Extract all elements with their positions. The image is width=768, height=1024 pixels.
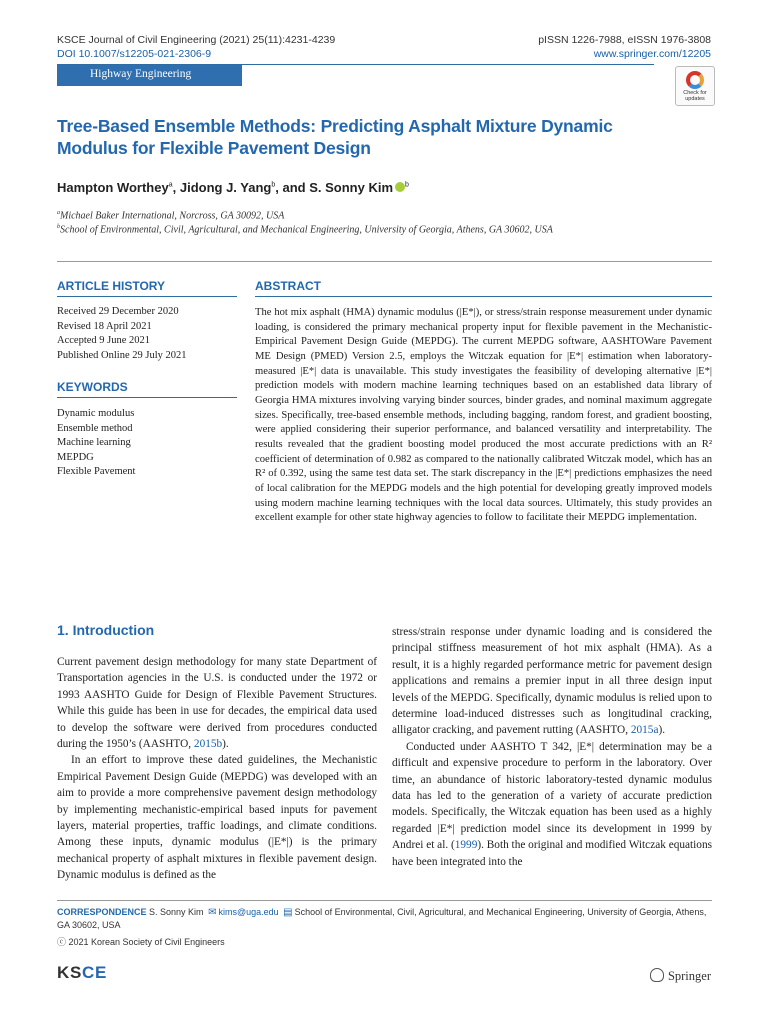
journal-citation: KSCE Journal of Civil Engineering (2021) 25(11):4231-4239 (57, 34, 336, 46)
journal-url-link[interactable]: www.springer.com/12205 (593, 48, 711, 60)
keywords-heading: KEYWORDS (57, 380, 128, 394)
keyword: Flexible Pavement (57, 466, 136, 477)
author-separator: , (172, 180, 180, 195)
article-history-heading: ARTICLE HISTORY (57, 279, 166, 293)
doi-link[interactable]: DOI 10.1007/s12205-021-2306-9 (57, 48, 212, 60)
author-affil-mark: a (168, 181, 173, 189)
paragraph-text: ). (222, 738, 229, 751)
section-bar (57, 64, 654, 86)
citation-link[interactable]: 1999 (454, 839, 478, 852)
address-icon: ▤ (283, 907, 293, 918)
email-icon: ✉ (208, 907, 217, 918)
author-name[interactable]: Jidong J. Yang (179, 180, 272, 195)
paragraph (392, 624, 712, 739)
author-affil-mark: b (271, 181, 276, 189)
correspondence (57, 906, 712, 931)
running-header-left (57, 33, 335, 61)
accepted-date: Accepted 9 June 2021 (57, 335, 151, 346)
paragraph (392, 739, 712, 870)
author-name[interactable]: Hampton Worthey (57, 180, 169, 195)
paragraph-text: Current pavement design methodology for many state Department of Transportation agencies in the U.S. is conducted under the 1972 or 1993 AASHTO Guide for Design of Flexible Pavement Structures. While this guide has been in use for decades, the empirical data used to develop the software were derived from procedures conducted during the 1950’s (AASHTO, (57, 656, 377, 751)
affiliation-text: School of Environmental, Civil, Agricultural, and Mechanical Engineering, University of Georgia, Athens, GA 30602, USA (60, 224, 553, 236)
keywords-list (57, 407, 135, 480)
divider (57, 397, 237, 398)
article-title: Tree-Based Ensemble Methods: Predicting Asphalt Mixture Dynamic Modulus for Flexible Pavement Design (57, 116, 613, 158)
citation-link[interactable]: 2015a (630, 724, 659, 737)
affiliation-text: Michael Baker International, Norcross, GA 30092, USA (60, 210, 285, 222)
springer-horse-icon (650, 968, 664, 982)
author-affil-mark: b (405, 181, 409, 189)
paragraph-text: ). (658, 724, 666, 737)
divider (57, 296, 237, 297)
orcid-icon[interactable] (395, 182, 405, 192)
article-history-list (57, 305, 187, 363)
affiliation-mark: b (57, 224, 60, 230)
check-for-updates-badge[interactable] (675, 66, 715, 106)
revised-date: Revised 18 April 2021 (57, 320, 152, 332)
publisher-name: Springer (667, 969, 711, 983)
abstract-heading: ABSTRACT (255, 279, 321, 293)
paragraph-text: ). Both the original and modified Witczak equations have been integrated into the (392, 839, 712, 868)
paragraph-text: stress/strain response under dynamic loading and is considered the principal stiffness measurement of hot mix asphalt (HMA). As a result, it is a highly regarded performance metric for pavement design applications and remains a premier input in all three design input levels of the MEPDG. Specifically, dynamic modulus is relied upon to determine load-induced distresses such as longitudinal cracking, alligator cracking, and pavement rutting (AASHTO, (392, 626, 712, 737)
section-heading: 1. Introduction (57, 622, 155, 638)
author-separator: , and (275, 180, 310, 195)
published-date: Published Online 29 July 2021 (57, 349, 187, 361)
check-for-updates-label: Check for updates (683, 90, 707, 102)
author-list (57, 180, 409, 195)
keyword: Dynamic modulus (57, 408, 135, 419)
received-date: Received 29 December 2020 (57, 306, 179, 317)
springer-logo (650, 968, 711, 984)
divider (255, 296, 712, 297)
running-header-right (538, 33, 711, 61)
email-link[interactable]: kims@uga.edu (218, 907, 279, 917)
crossmark-icon (686, 71, 704, 89)
affiliation-b (57, 224, 553, 235)
affiliation-a (57, 210, 284, 221)
correspondence-address: School of Environmental, Civil, Agricultural, and Mechanical Engineering, University of Georgia, Athens, GA 30602, USA (57, 907, 707, 930)
paragraph-text: Conducted under AASHTO T 342, |E*| determination may be a difficult and expensive procedure to perform in the laboratory. Over time, an abundance of historic laboratory-tested dynamic modulus data has led to the generation of a variety of accurate prediction models. Specifically, the Witczak equation has been used as a highly regarded |E*| prediction model since its development in 1999 by Andrei et al. ( (392, 740, 712, 852)
abstract-text: The hot mix asphalt (HMA) dynamic modulus (|E*|), or stress/strain response measurement under dynamic loading, is considered the primary mechanical property input for flexible pavement in the Mechanistic-Empirical Pavement Design Guide (MEPDG). The current MEPDG software, AASHTOWare Pavement ME Design (PMED) Version 2.5, employs the Witczak equation for |E*| estimation when laboratory-measured |E*| data is unavailable. This study investigates the feasibility of developing alternative |E*| prediction models with modern machine learning techniques based on an established data library of Georgia HMA mixtures involving varying binder sources, binder grades, and nominal maximum aggregate sizes. Specifically, tree-based ensemble methods, including bagging, random forest, and gradient boosting, were applied considering their superior performance, and balanced versatility and interpretability. The results revealed that the gradient boosting model produced the most accurate predictions with an R² coefficient of determination of 0.982 as compared to the nationally calibrated Witczak model, which has an R² of 0.392, using the same test data set. The stark discrepancy in the |E*| predictions emphasizes the need of local calibration for the MEPDG models and the high potential for developing greatly improved models using modern machine learning techniques with the local data sources. Ultimately, this study provides an excellent example for other state highway agencies to follow to facilitate their MEPDG implementation. (255, 307, 712, 524)
keyword: Machine learning (57, 437, 131, 448)
issn: pISSN 1226-7988, eISSN 1976-3808 (538, 34, 711, 46)
body-column-left (57, 654, 377, 884)
affiliation-mark: a (57, 210, 60, 216)
ksce-logo: K S C E (57, 963, 107, 982)
correspondence-label: CORRESPONDENCE (57, 907, 147, 917)
divider (57, 900, 712, 901)
section-tab (57, 65, 242, 86)
correspondence-name: S. Sonny Kim (149, 907, 204, 917)
section-label: Highway Engineering (90, 68, 192, 80)
copyright: ⓒ 2021 Korean Society of Civil Engineers (57, 937, 225, 947)
paragraph: In an effort to improve these dated guidelines, the Mechanistic Empirical Pavement Design Guide (MEPDG) was developed with an aim to provide a more comprehensive pavement design methodology by implementing mechanistic-empirical based inputs for pavement layers, material properties, traffic loadings, and climate conditions. Among these inputs, dynamic modulus (|E*|) is the primary mechanical property of asphalt mixtures in flexible pavement design. Dynamic modulus is defined as the (57, 754, 377, 882)
paragraph (57, 654, 377, 752)
keyword: MEPDG (57, 451, 94, 463)
citation-link[interactable]: 2015b (193, 738, 223, 751)
divider (57, 261, 712, 262)
body-column-right (392, 624, 712, 870)
author-name[interactable]: S. Sonny Kim (309, 180, 394, 195)
keyword: Ensemble method (57, 422, 133, 434)
